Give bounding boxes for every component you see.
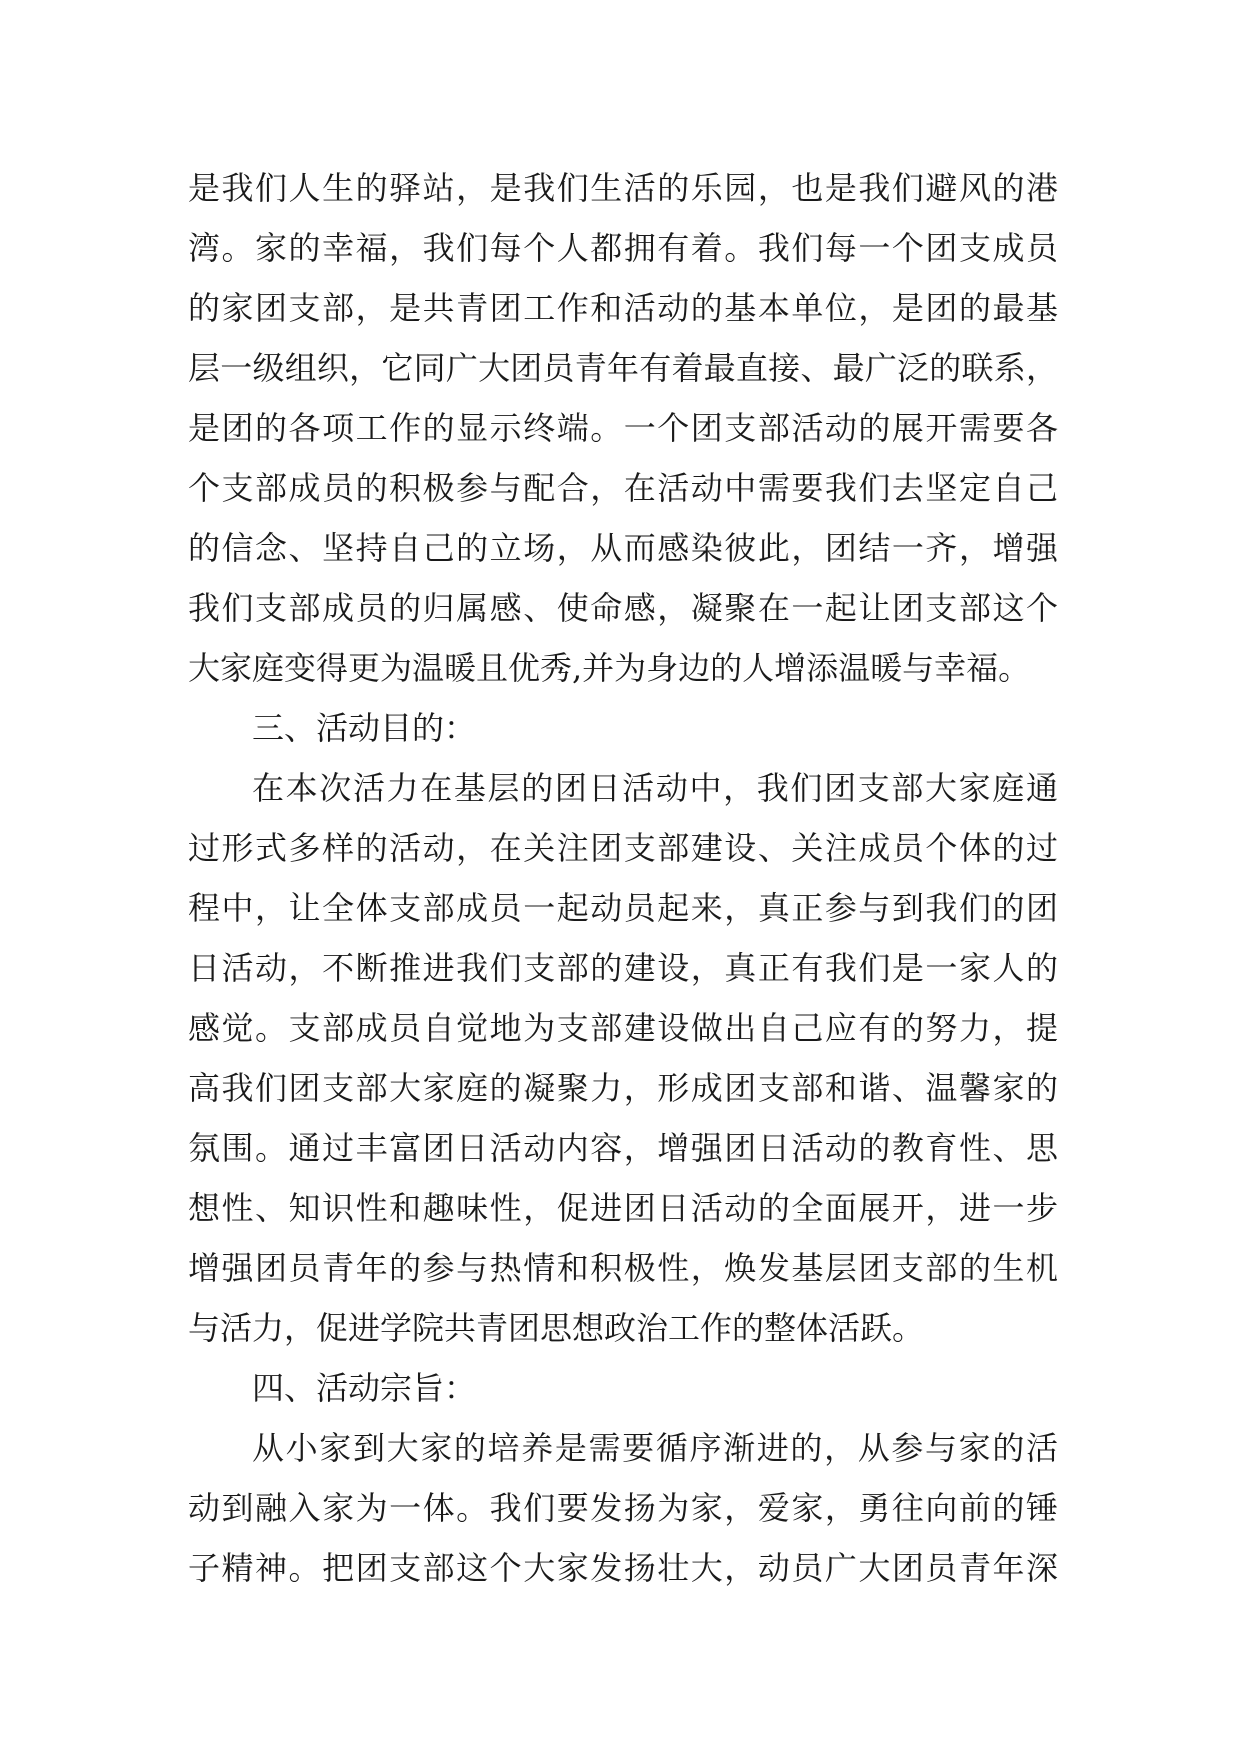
paragraph-line: 在本次活力在基层的团日活动中，我们团支部大家庭通 (252, 769, 1058, 807)
paragraph-line: 大家庭变得更为温暖且优秀,并为身边的人增添温暖与幸福。 (188, 649, 1031, 687)
paragraph-line: 高我们团支部大家庭的凝聚力，形成团支部和谐、温馨家的 (188, 1069, 1058, 1107)
paragraph-line: 是我们人生的驿站，是我们生活的乐园，也是我们避风的港 (188, 169, 1058, 207)
paragraph-line: 氛围。通过丰富团日活动内容，增强团日活动的教育性、思 (188, 1129, 1058, 1167)
paragraph-line: 想性、知识性和趣味性，促进团日活动的全面展开，进一步 (188, 1189, 1058, 1227)
paragraph-line: 子精神。把团支部这个大家发扬壮大，动员广大团员青年深 (188, 1549, 1058, 1587)
section-heading: 四、活动宗旨： (252, 1369, 477, 1407)
paragraph-line: 我们支部成员的归属感、使命感，凝聚在一起让团支部这个 (188, 589, 1058, 627)
paragraph-line: 是团的各项工作的显示终端。一个团支部活动的展开需要各 (188, 409, 1058, 447)
paragraph-line: 感觉。支部成员自觉地为支部建设做出自己应有的努力，提 (188, 1009, 1058, 1047)
paragraph-line: 层一级组织，它同广大团员青年有着最直接、最广泛的联系， (188, 349, 1058, 387)
paragraph-line: 日活动，不断推进我们支部的建设，真正有我们是一家人的 (188, 949, 1058, 987)
paragraph-line: 的家团支部，是共青团工作和活动的基本单位，是团的最基 (188, 289, 1058, 327)
paragraph-line: 与活力，促进学院共青团思想政治工作的整体活跃。 (188, 1309, 925, 1347)
section-heading: 三、活动目的： (252, 709, 477, 747)
paragraph-line: 程中，让全体支部成员一起动员起来，真正参与到我们的团 (188, 889, 1058, 927)
paragraph-line: 增强团员青年的参与热情和积极性，焕发基层团支部的生机 (188, 1249, 1058, 1287)
paragraph-line: 从小家到大家的培养是需要循序渐进的，从参与家的活 (252, 1429, 1058, 1467)
paragraph-line: 动到融入家为一体。我们要发扬为家，爱家，勇往向前的锤 (188, 1489, 1058, 1527)
paragraph-line: 过形式多样的活动，在关注团支部建设、关注成员个体的过 (188, 829, 1058, 867)
paragraph-line: 个支部成员的积极参与配合，在活动中需要我们去坚定自己 (188, 469, 1058, 507)
document-body (188, 158, 1058, 1598)
paragraph-line: 湾。家的幸福，我们每个人都拥有着。我们每一个团支成员 (188, 229, 1058, 267)
paragraph-line: 的信念、坚持自己的立场，从而感染彼此，团结一齐，增强 (188, 529, 1058, 567)
